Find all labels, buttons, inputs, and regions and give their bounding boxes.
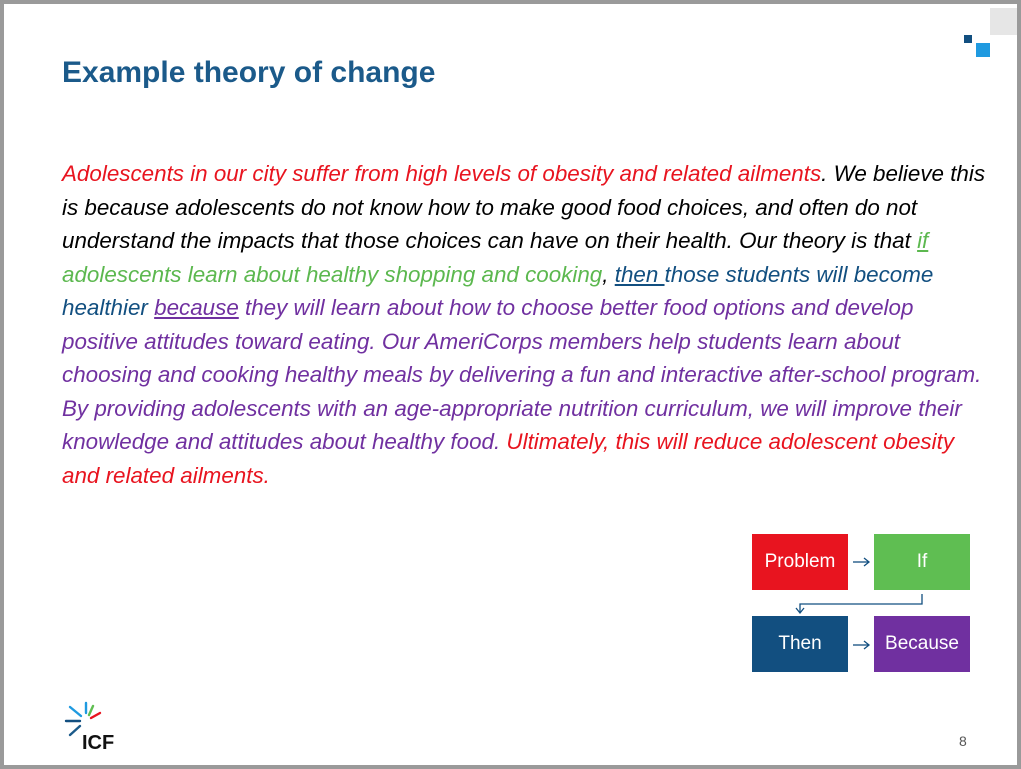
then-statement: those students will become healthier bbox=[62, 261, 934, 320]
theory-paragraph bbox=[62, 157, 992, 492]
corner-square-blue bbox=[976, 43, 990, 57]
page-number: 8 bbox=[959, 733, 967, 749]
theory-diagram bbox=[752, 534, 972, 674]
corner-square-gray bbox=[990, 8, 1017, 35]
outcome-statement: Ultimately, this will reduce adolescent obesity and related ailments. bbox=[62, 429, 955, 488]
arrow-if-then bbox=[800, 594, 922, 612]
then-box: Then bbox=[752, 616, 848, 672]
problem-box: Problem bbox=[752, 534, 848, 590]
if-keyword: if bbox=[917, 228, 929, 253]
svg-text:ICF: ICF bbox=[82, 732, 115, 751]
comma-text: , bbox=[602, 261, 615, 287]
because-box: Because bbox=[874, 616, 970, 672]
then-keyword: then bbox=[614, 261, 665, 287]
problem-statement: Adolescents in our city suffer from high levels of obesity and related ailments bbox=[62, 161, 822, 186]
slide bbox=[4, 4, 1017, 765]
if-box: If bbox=[874, 534, 970, 590]
icf-logo bbox=[62, 699, 128, 751]
because-statement: they will learn about how to choose better food options and develop positive attitudes toward eating. Our AmeriCorps members help students learn about choosing and cooking healthy meals by delivering a fun and interactive after-school program. By providing adolescents with an age-appropriate nutrition curriculum, we will improve their knowledge and attitudes about healthy food. bbox=[62, 295, 982, 454]
if-statement: adolescents learn about healthy shopping and cooking bbox=[62, 261, 603, 287]
corner-square-navy bbox=[964, 35, 972, 43]
because-keyword: because bbox=[154, 295, 239, 320]
slide-title: Example theory of change bbox=[62, 56, 436, 89]
belief-text: . We believe this is because adolescents do not know how to make good food choices, and often do not understand the impacts that those choices can have on their health. Our theory is that bbox=[62, 161, 986, 253]
